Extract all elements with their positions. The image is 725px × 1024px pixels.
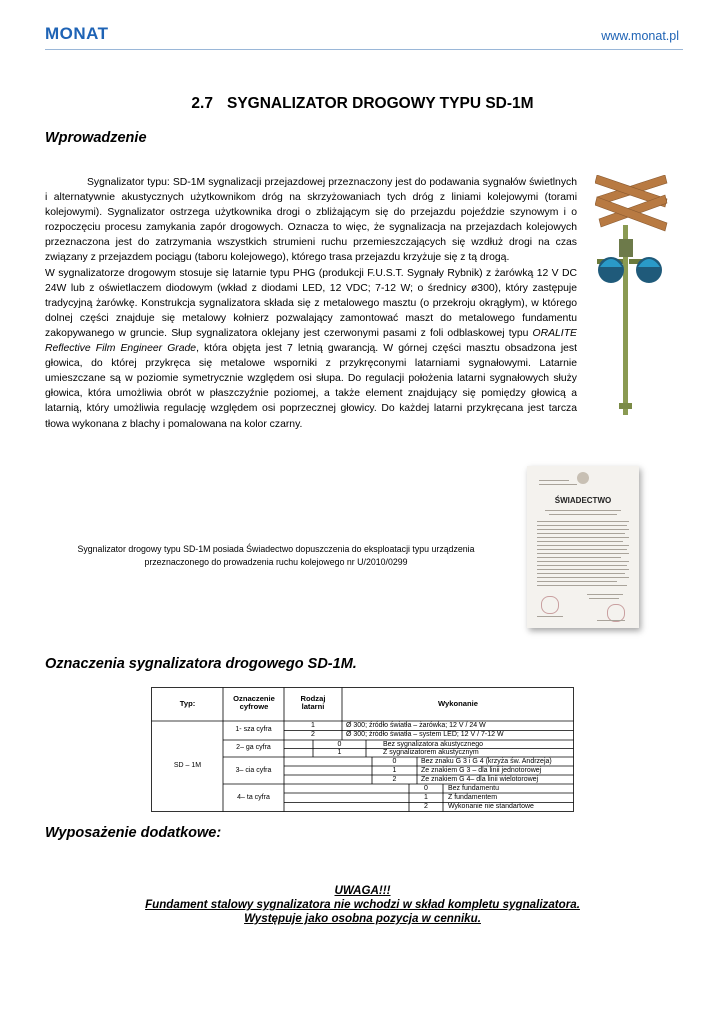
website-url[interactable]: www.monat.pl — [601, 29, 679, 43]
signal-head — [619, 239, 633, 257]
heading-markings: Oznaczenia sygnalizatora drogowego SD-1M. — [45, 656, 357, 672]
film-name: ORALITE Reflective Film Engineer Grade — [45, 327, 577, 355]
intro-paragraph-2-b: Słup sygnalizatora oklejany jest czerwonymi pasami z foli odblaskowej typu — [171, 327, 529, 339]
desc-3-1: Ze znakiem G 3 – dla linii jednotorowej — [421, 766, 542, 774]
certificate-image — [527, 466, 639, 628]
header-oznaczenie: Oznaczenie cyfrowe — [233, 694, 275, 711]
markings-table — [151, 687, 574, 812]
intro-paragraph-2 — [45, 266, 577, 432]
code-1-2: 2 — [311, 731, 315, 738]
intro-text — [45, 175, 577, 432]
desc-3-2: Ze znakiem G 4– dla linii wielotorowej — [421, 775, 539, 783]
heading-intro: Wprowadzenie — [45, 130, 147, 146]
type-value: SD – 1M — [173, 762, 202, 769]
code-1-1: 1 — [311, 722, 315, 729]
eagle-crest-icon — [577, 472, 589, 484]
header-wykonanie: Wykonanie — [438, 699, 478, 708]
header-rodzaj: Rodzaj latarni — [300, 694, 326, 711]
header-divider — [45, 49, 683, 50]
intro-paragraph-2-a: W sygnalizatorze drogowym stosuje się latarnie typu PHG (produkcji F.U.S.T. Sygnały Rybnik) z żarówką 12 V DC 24W lub z oświetlaczem diodowym (wkład z diodami LED, 12 VDC; 7-12 W; o średnicy ø300), który zastępuje tradycyjną żarówkę. Konstrukcja sygnalizatora składa się z metalowego masztu (o przekroju okrągłym), w którego dolnej części znajduje się metalowy kołnierz pozwalający zamontować maszt do metalowego fundamentu zakopywanego w gruncie. — [45, 267, 577, 339]
company-logo: MONAT — [45, 24, 109, 43]
page-title — [0, 95, 725, 113]
desc-4-1: Z fundamentem — [448, 793, 498, 801]
code-3-1: 1 — [392, 766, 397, 774]
code-4-2: 2 — [424, 803, 428, 810]
section-title: SYGNALIZATOR DROGOWY TYPU SD-1M — [226, 95, 534, 112]
desc-1-2: Ø 300; źródło światła – system LED; 12 V / 7-12 W — [346, 731, 504, 738]
intro-paragraph-2-c: , która objęta jest 7 letnią gwarancją. W górnej części masztu obsadzona jest głowica, do której przykręca się metalowe wsporniki z przykręconymi latarniami sygnałowymi. Latarnie umieszczane są w poziomie symetrycznie względem osi słupa. Do regulacji położenia latarni sygnałowych służy głowica, która umożliwia obrót w płaszczyźnie poziomej, a także element znajdujący się pomiędzy głowicą a latarnią, który umożliwia regulację względem osi poprzecznej głowicy. Do każdej latarni przykręcana jest tarcza tłowa wykonana z blachy i pomalowana na kolor czarny. — [45, 343, 577, 430]
digit-2: 2– ga cyfra — [236, 744, 271, 751]
code-4-0: 0 — [424, 784, 428, 792]
warning-line-1: Fundament stalowy sygnalizatora nie wchodzi w skład kompletu sygnalizatora. — [145, 898, 580, 911]
header-typ: Typ: — [179, 699, 196, 708]
digit-3: 3– cia cyfra — [235, 767, 272, 774]
code-2-1: 1 — [337, 749, 342, 756]
digit-1: 1- sza cyfra — [235, 726, 272, 733]
right-lantern — [629, 257, 662, 283]
warning-title: UWAGA!!! — [334, 884, 391, 897]
code-3-2: 2 — [392, 775, 397, 783]
desc-2-0: Bez sygnalizatora akustycznego — [383, 740, 483, 748]
desc-3-0: Bez znaku G 3 i G 4 (krzyża św. Andrzeja) — [421, 757, 552, 765]
stamp-icon — [541, 596, 559, 614]
signal-illustration — [595, 175, 673, 420]
code-3-0: 0 — [392, 757, 397, 765]
heading-equipment: Wyposażenie dodatkowe: — [45, 825, 222, 841]
certificate-caption: Sygnalizator drogowy typu SD-1M posiada Świadectwo dopuszczenia do eksploatacji typu urządzenia przeznaczonego do prowadzenia ruchu kolejowego nr U/2010/0299 — [77, 544, 475, 567]
certificate-title: ŚWIADECTWO — [554, 496, 612, 505]
intro-paragraph-1: Sygnalizator typu: SD-1M sygnalizacji przejazdowej przeznaczony jest do podawania sygnałów świetlnych i alternatywnie akustycznych użytkownikom dróg na skrzyżowaniach tych dróg z liniami kolejowymi (torami kolejowymi). Sygnalizator ostrzega użytkownika drogi o zbliżającym się do przejazdu pojeździe szynowym i o rozpoczęciu procesu zamykania zapór drogowych. Oznacza to więc, że sygnalizacja na przejazdach kolejowych przeznaczona jest do zatrzymania wszystkich strumieni ruchu przemieszczających się wzdłuż drogi na czas związany z przejazdem pociągu (taboru kolejowego), którego trasa przejazdu krzyżuje się z tą drogą. — [45, 177, 577, 264]
digit-4: 4– ta cyfra — [237, 794, 270, 801]
desc-2-1: Z sygnalizatorem akustycznym — [383, 749, 479, 756]
warning-line-2: Występuje jako osobna pozycja w cenniku. — [244, 912, 481, 925]
left-lantern — [597, 257, 624, 283]
code-2-0: 0 — [337, 740, 342, 748]
desc-4-2: Wykonanie nie standartowe — [448, 803, 534, 810]
desc-1-1: Ø 300; źródło światła – żarówka; 12 V / 24 W — [346, 722, 486, 729]
section-number: 2.7 — [191, 95, 213, 112]
desc-4-0: Bez fundamentu — [448, 784, 499, 792]
cross-sign — [595, 175, 667, 231]
mast-flange — [619, 403, 632, 409]
code-4-1: 1 — [424, 793, 428, 801]
